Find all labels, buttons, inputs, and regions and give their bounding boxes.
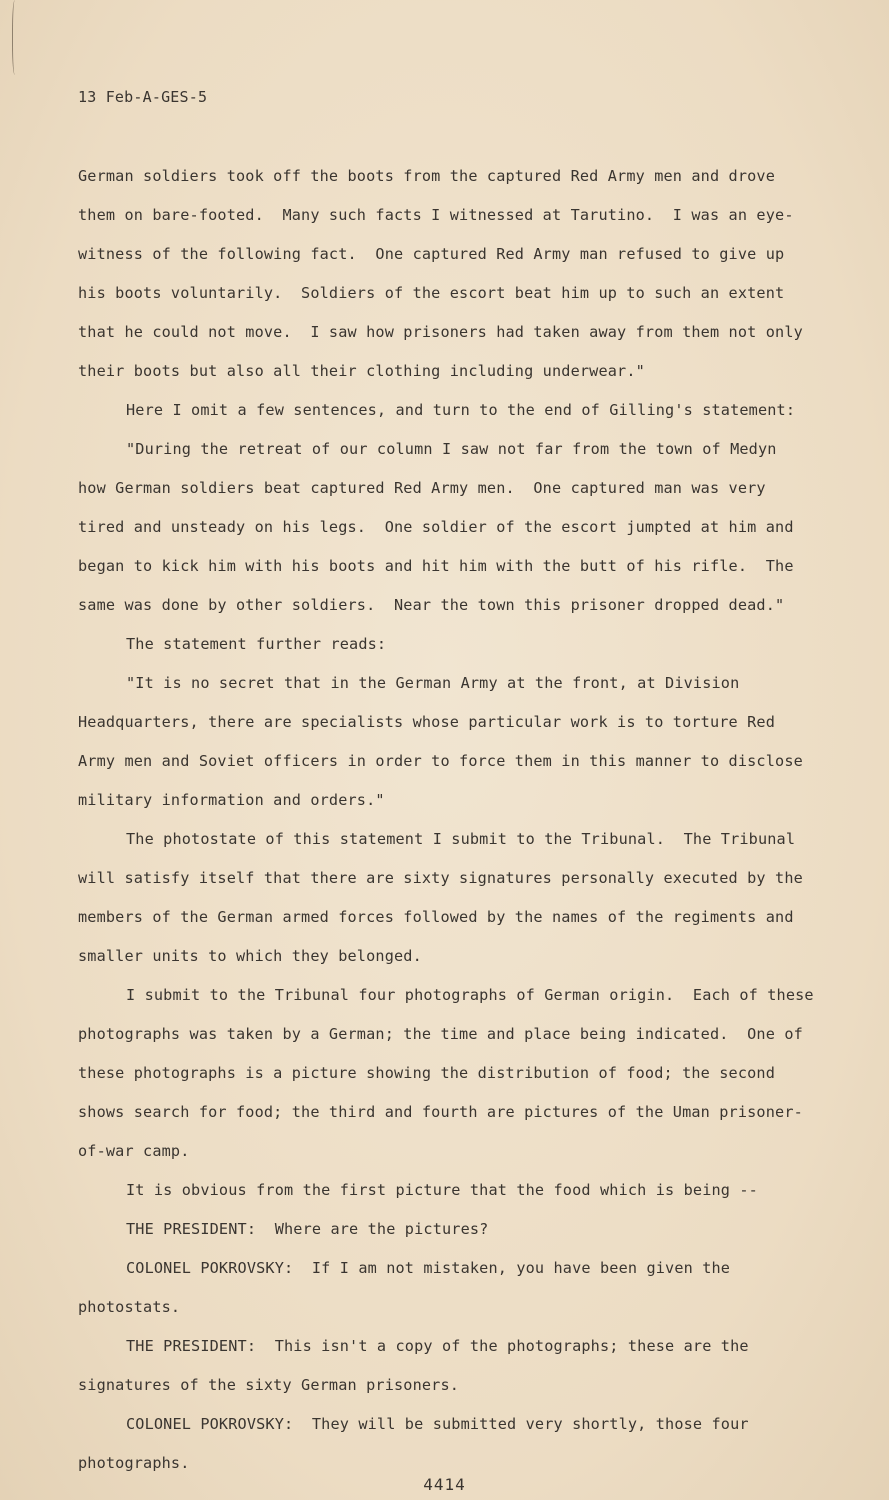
transcript-line: their boots but also all their clothing including underwear." <box>78 362 645 380</box>
transcript-line: that he could not move. I saw how prisoners had taken away from them not only <box>78 323 803 341</box>
page-number: 4414 <box>423 1475 466 1494</box>
transcript-line: military information and orders." <box>78 791 385 809</box>
transcript-line: COLONEL POKROVSKY: They will be submitted very shortly, those four <box>126 1415 749 1433</box>
transcript-line: photographs was taken by a German; the time and place being indicated. One of <box>78 1025 803 1043</box>
paper-edge-mark <box>12 0 19 75</box>
transcript-line: THE PRESIDENT: Where are the pictures? <box>126 1220 489 1238</box>
transcript-line: same was done by other soldiers. Near the town this prisoner dropped dead." <box>78 596 785 614</box>
transcript-line: signatures of the sixty German prisoners. <box>78 1376 460 1394</box>
transcript-line: tired and unsteady on his legs. One soldier of the escort jumpted at him and <box>78 518 794 536</box>
transcript-body <box>78 157 838 1483</box>
transcript-line: photostats. <box>78 1298 181 1316</box>
transcript-line: THE PRESIDENT: This isn't a copy of the photographs; these are the <box>126 1337 749 1355</box>
transcript-line: smaller units to which they belonged. <box>78 947 422 965</box>
transcript-line: these photographs is a picture showing the distribution of food; the second <box>78 1064 776 1082</box>
transcript-line: Headquarters, there are specialists whose particular work is to torture Red <box>78 713 776 731</box>
transcript-line: how German soldiers beat captured Red Army men. One captured man was very <box>78 479 766 497</box>
transcript-line: members of the German armed forces followed by the names of the regiments and <box>78 908 794 926</box>
document-reference: 13 Feb-A-GES-5 <box>78 88 208 106</box>
transcript-line: began to kick him with his boots and hit him with the butt of his rifle. The <box>78 557 794 575</box>
transcript-line: It is obvious from the first picture that the food which is being -- <box>126 1181 758 1199</box>
transcript-line: "It is no secret that in the German Army at the front, at Division <box>126 674 740 692</box>
transcript-line: "During the retreat of our column I saw not far from the town of Medyn <box>126 440 777 458</box>
transcript-line: The statement further reads: <box>126 635 387 653</box>
transcript-line: witness of the following fact. One captured Red Army man refused to give up <box>78 245 785 263</box>
transcript-line: German soldiers took off the boots from the captured Red Army men and drove <box>78 167 776 185</box>
transcript-line: them on bare-footed. Many such facts I witnessed at Tarutino. I was an eye- <box>78 206 794 224</box>
transcript-line: I submit to the Tribunal four photographs of German origin. Each of these <box>126 986 814 1004</box>
transcript-line: Army men and Soviet officers in order to force them in this manner to disclose <box>78 752 803 770</box>
transcript-line: of-war camp. <box>78 1142 190 1160</box>
transcript-line: photographs. <box>78 1454 190 1472</box>
transcript-line: shows search for food; the third and fourth are pictures of the Uman prisoner- <box>78 1103 803 1121</box>
transcript-line: will satisfy itself that there are sixty signatures personally executed by the <box>78 869 803 887</box>
transcript-line: COLONEL POKROVSKY: If I am not mistaken, you have been given the <box>126 1259 731 1277</box>
transcript-line: The photostate of this statement I submit to the Tribunal. The Tribunal <box>126 830 796 848</box>
transcript-line: his boots voluntarily. Soldiers of the escort beat him up to such an extent <box>78 284 785 302</box>
transcript-line: Here I omit a few sentences, and turn to the end of Gilling's statement: <box>126 401 796 419</box>
